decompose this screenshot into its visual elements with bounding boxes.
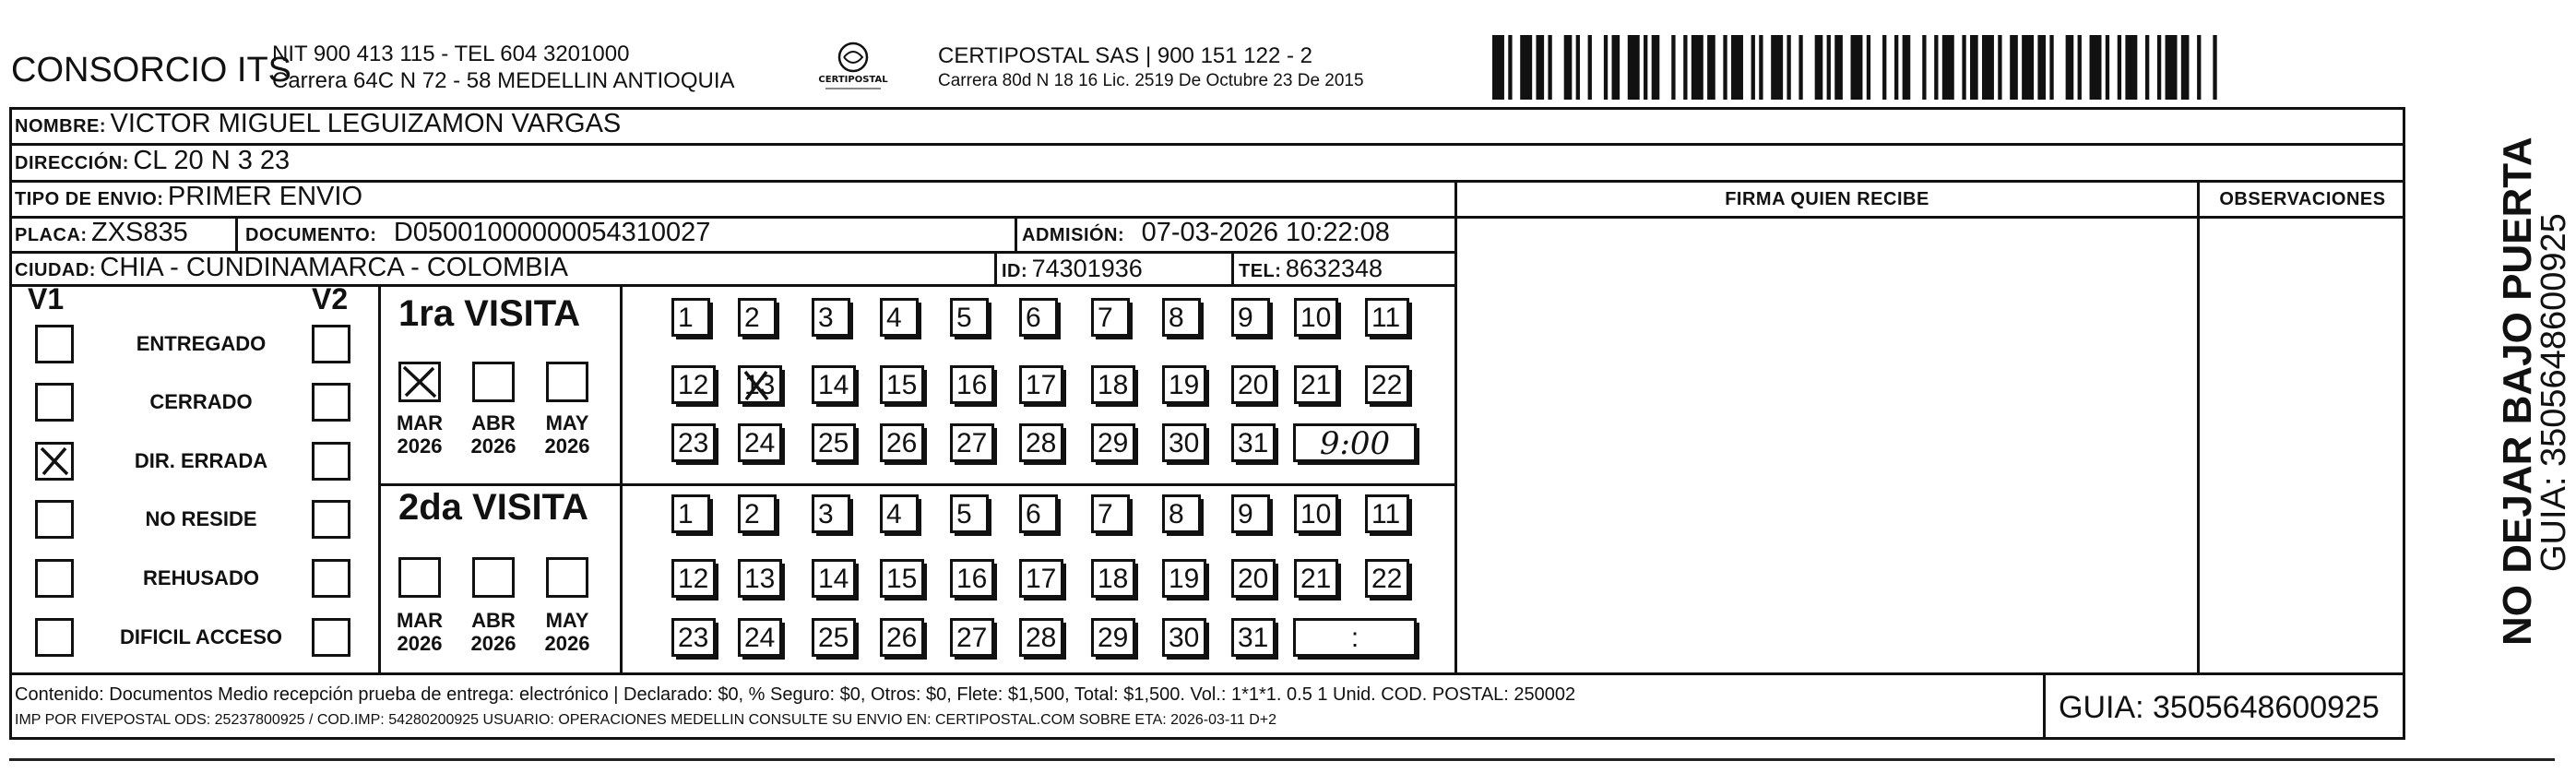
carrier-name: CERTIPOSTAL SAS | 900 151 122 - 2	[938, 43, 1312, 68]
day-number: 20	[1238, 564, 1269, 594]
day-number: 8	[1169, 303, 1184, 333]
day-box[interactable]	[1231, 494, 1270, 533]
state-label: ENTREGADO	[136, 332, 267, 355]
day-box[interactable]	[1365, 365, 1409, 404]
day-box[interactable]	[812, 298, 850, 337]
day-box[interactable]	[950, 423, 994, 462]
day-box[interactable]	[1231, 423, 1276, 462]
month-label	[465, 411, 522, 458]
state-label: CERRADO	[149, 390, 253, 413]
tipo-label: TIPO DE ENVIO:	[15, 189, 164, 209]
documento-value: D05001000000054310027	[393, 218, 711, 247]
day-number: 26	[886, 428, 918, 458]
month-year: 2026	[544, 434, 590, 458]
day-box[interactable]	[738, 494, 777, 533]
day-number: 30	[1169, 623, 1200, 653]
v1-checkbox[interactable]	[35, 618, 74, 657]
day-box[interactable]	[812, 423, 856, 462]
day-box[interactable]	[812, 559, 856, 598]
nombre-row	[15, 109, 621, 139]
visit1-time: 9:00	[1319, 425, 1391, 462]
day-number: 9	[1238, 303, 1253, 333]
day-box[interactable]	[738, 298, 777, 337]
day-number: 24	[744, 623, 776, 653]
day-number: 26	[886, 623, 918, 653]
company-nit: NIT 900 413 115 - TEL 604 3201000	[272, 42, 630, 66]
svg-text:CERTIPOSTAL: CERTIPOSTAL	[818, 75, 888, 85]
day-number: 22	[1371, 370, 1403, 400]
observaciones-header: OBSERVACIONES	[2219, 189, 2386, 209]
month-name: MAR	[396, 609, 444, 632]
day-number: 18	[1098, 564, 1129, 594]
day-number: 19	[1169, 564, 1200, 594]
day-box[interactable]	[738, 423, 782, 462]
day-box[interactable]	[1091, 618, 1135, 657]
day-box[interactable]	[1294, 365, 1338, 404]
id-field	[1002, 255, 1143, 283]
v2-header: V2	[312, 282, 349, 315]
footer-content: Contenido: Documentos Medio recepción prueba de entrega: electrónico | Declarado: $0, % Seguro: $0, Otros: $0, Flete: $1,500, Total: $1,500. Vol.: 1*1*1. 0.5 1 Unid. COD. POSTAL: 250002	[15, 684, 1576, 705]
visit2-time-box[interactable]	[1293, 618, 1417, 657]
company-address: Carrera 64C N 72 - 58 MEDELLIN ANTIOQUIA	[272, 68, 735, 93]
day-box[interactable]	[950, 494, 989, 533]
day-box[interactable]	[880, 423, 924, 462]
nombre-value: VICTOR MIGUEL LEGUIZAMON VARGAS	[110, 109, 622, 138]
day-box[interactable]	[950, 298, 989, 337]
tel-value: 8632348	[1285, 255, 1383, 282]
placa-value: ZXS835	[91, 218, 188, 247]
month-name: ABR	[471, 609, 516, 632]
day-box[interactable]	[880, 494, 919, 533]
day-number: 10	[1300, 499, 1332, 529]
day-number: 29	[1098, 428, 1129, 458]
id-label: ID:	[1002, 261, 1028, 281]
direccion-label: DIRECCIÓN:	[15, 153, 129, 173]
day-box[interactable]	[1365, 559, 1409, 598]
day-box[interactable]	[1162, 423, 1206, 462]
month-name: ABR	[471, 411, 516, 434]
day-box[interactable]	[1162, 559, 1206, 598]
day-box[interactable]	[1091, 298, 1130, 337]
day-box[interactable]	[671, 365, 716, 404]
day-number: 3	[818, 303, 834, 333]
month-label	[391, 609, 448, 655]
day-box[interactable]	[671, 559, 716, 598]
state-label: DIFICIL ACCESO	[119, 625, 282, 648]
day-number: 13	[744, 564, 776, 594]
day-box[interactable]	[950, 365, 994, 404]
day-box[interactable]	[812, 494, 850, 533]
day-box[interactable]	[812, 618, 856, 657]
day-box[interactable]	[671, 494, 710, 533]
day-box[interactable]	[1294, 559, 1338, 598]
visit1-title: 1ra VISITA	[398, 293, 581, 334]
day-number: 23	[678, 428, 709, 458]
day-number: 28	[1026, 623, 1057, 653]
barcode	[1492, 35, 2221, 100]
carrier-address: Carrera 80d N 18 16 Lic. 2519 De Octubre 23 De 2015	[938, 71, 1364, 90]
day-number: 25	[818, 623, 849, 653]
month-name: MAR	[396, 411, 444, 434]
v1-checkbox[interactable]	[35, 500, 74, 539]
day-number: 23	[678, 623, 709, 653]
day-box[interactable]	[880, 559, 924, 598]
ciudad-row	[15, 253, 568, 283]
day-number: 28	[1026, 428, 1057, 458]
day-box[interactable]	[1091, 365, 1135, 404]
day-number: 6	[1026, 499, 1041, 529]
day-number: 14	[818, 370, 849, 400]
day-number: 25	[818, 428, 849, 458]
month-checkbox[interactable]	[546, 557, 588, 598]
day-number: 3	[818, 499, 834, 529]
day-box[interactable]	[1231, 559, 1276, 598]
direccion-value: CL 20 N 3 23	[133, 146, 291, 175]
day-box[interactable]	[812, 365, 856, 404]
day-number: 19	[1169, 370, 1200, 400]
v1-checkbox[interactable]	[35, 325, 74, 363]
admision-field	[1022, 218, 1390, 248]
day-number: 14	[818, 564, 849, 594]
day-box[interactable]	[950, 559, 994, 598]
day-number: 7	[1098, 303, 1113, 333]
ciudad-value: CHIA - CUNDINAMARCA - COLOMBIA	[100, 253, 568, 282]
day-box[interactable]	[1231, 365, 1276, 404]
day-box[interactable]	[950, 618, 994, 657]
day-box[interactable]	[1019, 618, 1063, 657]
month-name: MAY	[545, 411, 589, 434]
day-box[interactable]	[1162, 618, 1206, 657]
month-year: 2026	[397, 434, 443, 458]
side-no-dejar: NO DEJAR BAJO PUERTA	[2495, 137, 2540, 646]
day-box[interactable]	[1091, 494, 1130, 533]
tipo-row	[15, 182, 362, 212]
day-number: 13	[744, 370, 776, 400]
footer-imp: IMP POR FIVEPOSTAL ODS: 25237800925 / COD.IMP: 54280200925 USUARIO: OPERACIONES MEDELLIN CONSULTE SU ENVIO EN: CERTIPOSTAL.COM SOBRE ETA: 2026-03-11 D+2	[15, 712, 1277, 728]
state-label: REHUSADO	[143, 566, 259, 589]
ciudad-label: CIUDAD:	[15, 260, 96, 280]
day-number: 2	[744, 499, 760, 529]
day-number: 29	[1098, 623, 1129, 653]
day-box[interactable]	[880, 618, 924, 657]
day-box[interactable]	[1162, 494, 1201, 533]
day-number: 15	[886, 370, 918, 400]
day-box[interactable]	[1294, 298, 1338, 337]
day-number: 31	[1238, 623, 1269, 653]
day-number: 11	[1371, 303, 1401, 333]
day-number: 5	[956, 499, 972, 529]
day-box[interactable]	[1091, 423, 1135, 462]
day-number: 1	[678, 303, 694, 333]
day-box[interactable]	[671, 618, 716, 657]
footer-guia: GUIA: 3505648600925	[2059, 690, 2380, 725]
visit1-time-box[interactable]	[1293, 423, 1417, 462]
day-box[interactable]	[880, 365, 924, 404]
v1-header: V1	[28, 282, 65, 315]
day-number: 31	[1238, 428, 1269, 458]
day-number: 8	[1169, 499, 1184, 529]
day-number: 5	[956, 303, 972, 333]
day-box[interactable]	[1019, 298, 1058, 337]
state-label: DIR. ERRADA	[134, 449, 268, 472]
day-number: 20	[1238, 370, 1269, 400]
certipostal-logo	[812, 41, 895, 96]
day-box[interactable]	[1091, 559, 1135, 598]
nombre-label: NOMBRE:	[15, 116, 107, 137]
day-box[interactable]	[738, 559, 782, 598]
month-year: 2026	[470, 632, 516, 655]
day-box[interactable]	[1019, 559, 1063, 598]
day-box[interactable]	[1365, 494, 1409, 533]
placa-label: PLACA:	[15, 225, 88, 245]
tipo-value: PRIMER ENVIO	[167, 182, 363, 211]
month-label	[391, 411, 448, 458]
state-label: NO RESIDE	[145, 507, 257, 530]
company-name: CONSORCIO ITS	[11, 51, 292, 89]
day-number: 21	[1300, 370, 1332, 400]
month-label	[465, 609, 522, 655]
day-box[interactable]	[1019, 365, 1063, 404]
day-box[interactable]	[1231, 298, 1270, 337]
day-number: 22	[1371, 564, 1403, 594]
day-number: 17	[1026, 370, 1057, 400]
day-number: 1	[678, 499, 694, 529]
admision-label: ADMISIÓN:	[1022, 225, 1125, 245]
month-year: 2026	[470, 434, 516, 458]
admision-value: 07-03-2026 10:22:08	[1141, 218, 1390, 247]
direccion-row	[15, 146, 290, 176]
firma-header: FIRMA QUIEN RECIBE	[1725, 189, 1929, 209]
day-number: 16	[956, 370, 988, 400]
day-number: 7	[1098, 499, 1113, 529]
day-box[interactable]	[1019, 423, 1063, 462]
day-number: 24	[744, 428, 776, 458]
month-checkbox[interactable]	[398, 557, 441, 598]
visit2-title: 2da VISITA	[398, 487, 588, 528]
day-box[interactable]	[671, 298, 710, 337]
documento-field	[245, 218, 710, 248]
day-number: 27	[956, 623, 988, 653]
day-box[interactable]	[1294, 494, 1338, 533]
day-number: 4	[886, 499, 902, 529]
day-box[interactable]	[738, 618, 782, 657]
day-number: 2	[744, 303, 760, 333]
day-box[interactable]	[1231, 618, 1276, 657]
v1-checkbox[interactable]	[35, 442, 74, 481]
v2-checkbox[interactable]	[312, 618, 350, 657]
month-year: 2026	[397, 632, 443, 655]
v2-checkbox[interactable]	[312, 500, 350, 539]
day-number: 15	[886, 564, 918, 594]
day-number: 6	[1026, 303, 1041, 333]
tel-field	[1239, 255, 1383, 283]
day-box[interactable]	[1162, 298, 1201, 337]
day-number: 11	[1371, 499, 1401, 529]
day-number: 27	[956, 428, 988, 458]
month-name: MAY	[545, 609, 589, 632]
placa-row	[15, 218, 188, 248]
v1-checkbox[interactable]	[35, 383, 74, 422]
tel-label: TEL:	[1239, 261, 1282, 281]
month-checkbox[interactable]	[546, 362, 588, 402]
v2-checkbox[interactable]	[312, 383, 350, 422]
day-number: 17	[1026, 564, 1057, 594]
month-checkbox[interactable]	[398, 362, 441, 402]
day-box[interactable]	[880, 298, 919, 337]
id-value: 74301936	[1031, 255, 1143, 282]
day-box[interactable]	[1019, 494, 1058, 533]
visit2-time: :	[1350, 623, 1359, 653]
v2-checkbox[interactable]	[312, 325, 350, 363]
day-number: 10	[1300, 303, 1332, 333]
day-box[interactable]	[1365, 298, 1409, 337]
month-label	[539, 609, 596, 655]
day-box[interactable]	[738, 365, 782, 404]
day-number: 30	[1169, 428, 1200, 458]
bottom-rule	[9, 758, 2555, 761]
day-box[interactable]	[671, 423, 716, 462]
month-checkbox[interactable]	[472, 362, 515, 402]
documento-label: DOCUMENTO:	[245, 225, 377, 245]
day-number: 21	[1300, 564, 1332, 594]
day-number: 4	[886, 303, 902, 333]
day-number: 12	[678, 564, 709, 594]
month-checkbox[interactable]	[472, 557, 515, 598]
month-label	[539, 411, 596, 458]
v2-checkbox[interactable]	[312, 442, 350, 481]
month-year: 2026	[544, 632, 590, 655]
v1-checkbox[interactable]	[35, 559, 74, 598]
day-number: 9	[1238, 499, 1253, 529]
side-guia: GUIA: 3505648600925	[2534, 213, 2573, 572]
v2-checkbox[interactable]	[312, 559, 350, 598]
day-box[interactable]	[1162, 365, 1206, 404]
day-number: 12	[678, 370, 709, 400]
day-number: 18	[1098, 370, 1129, 400]
day-number: 16	[956, 564, 988, 594]
